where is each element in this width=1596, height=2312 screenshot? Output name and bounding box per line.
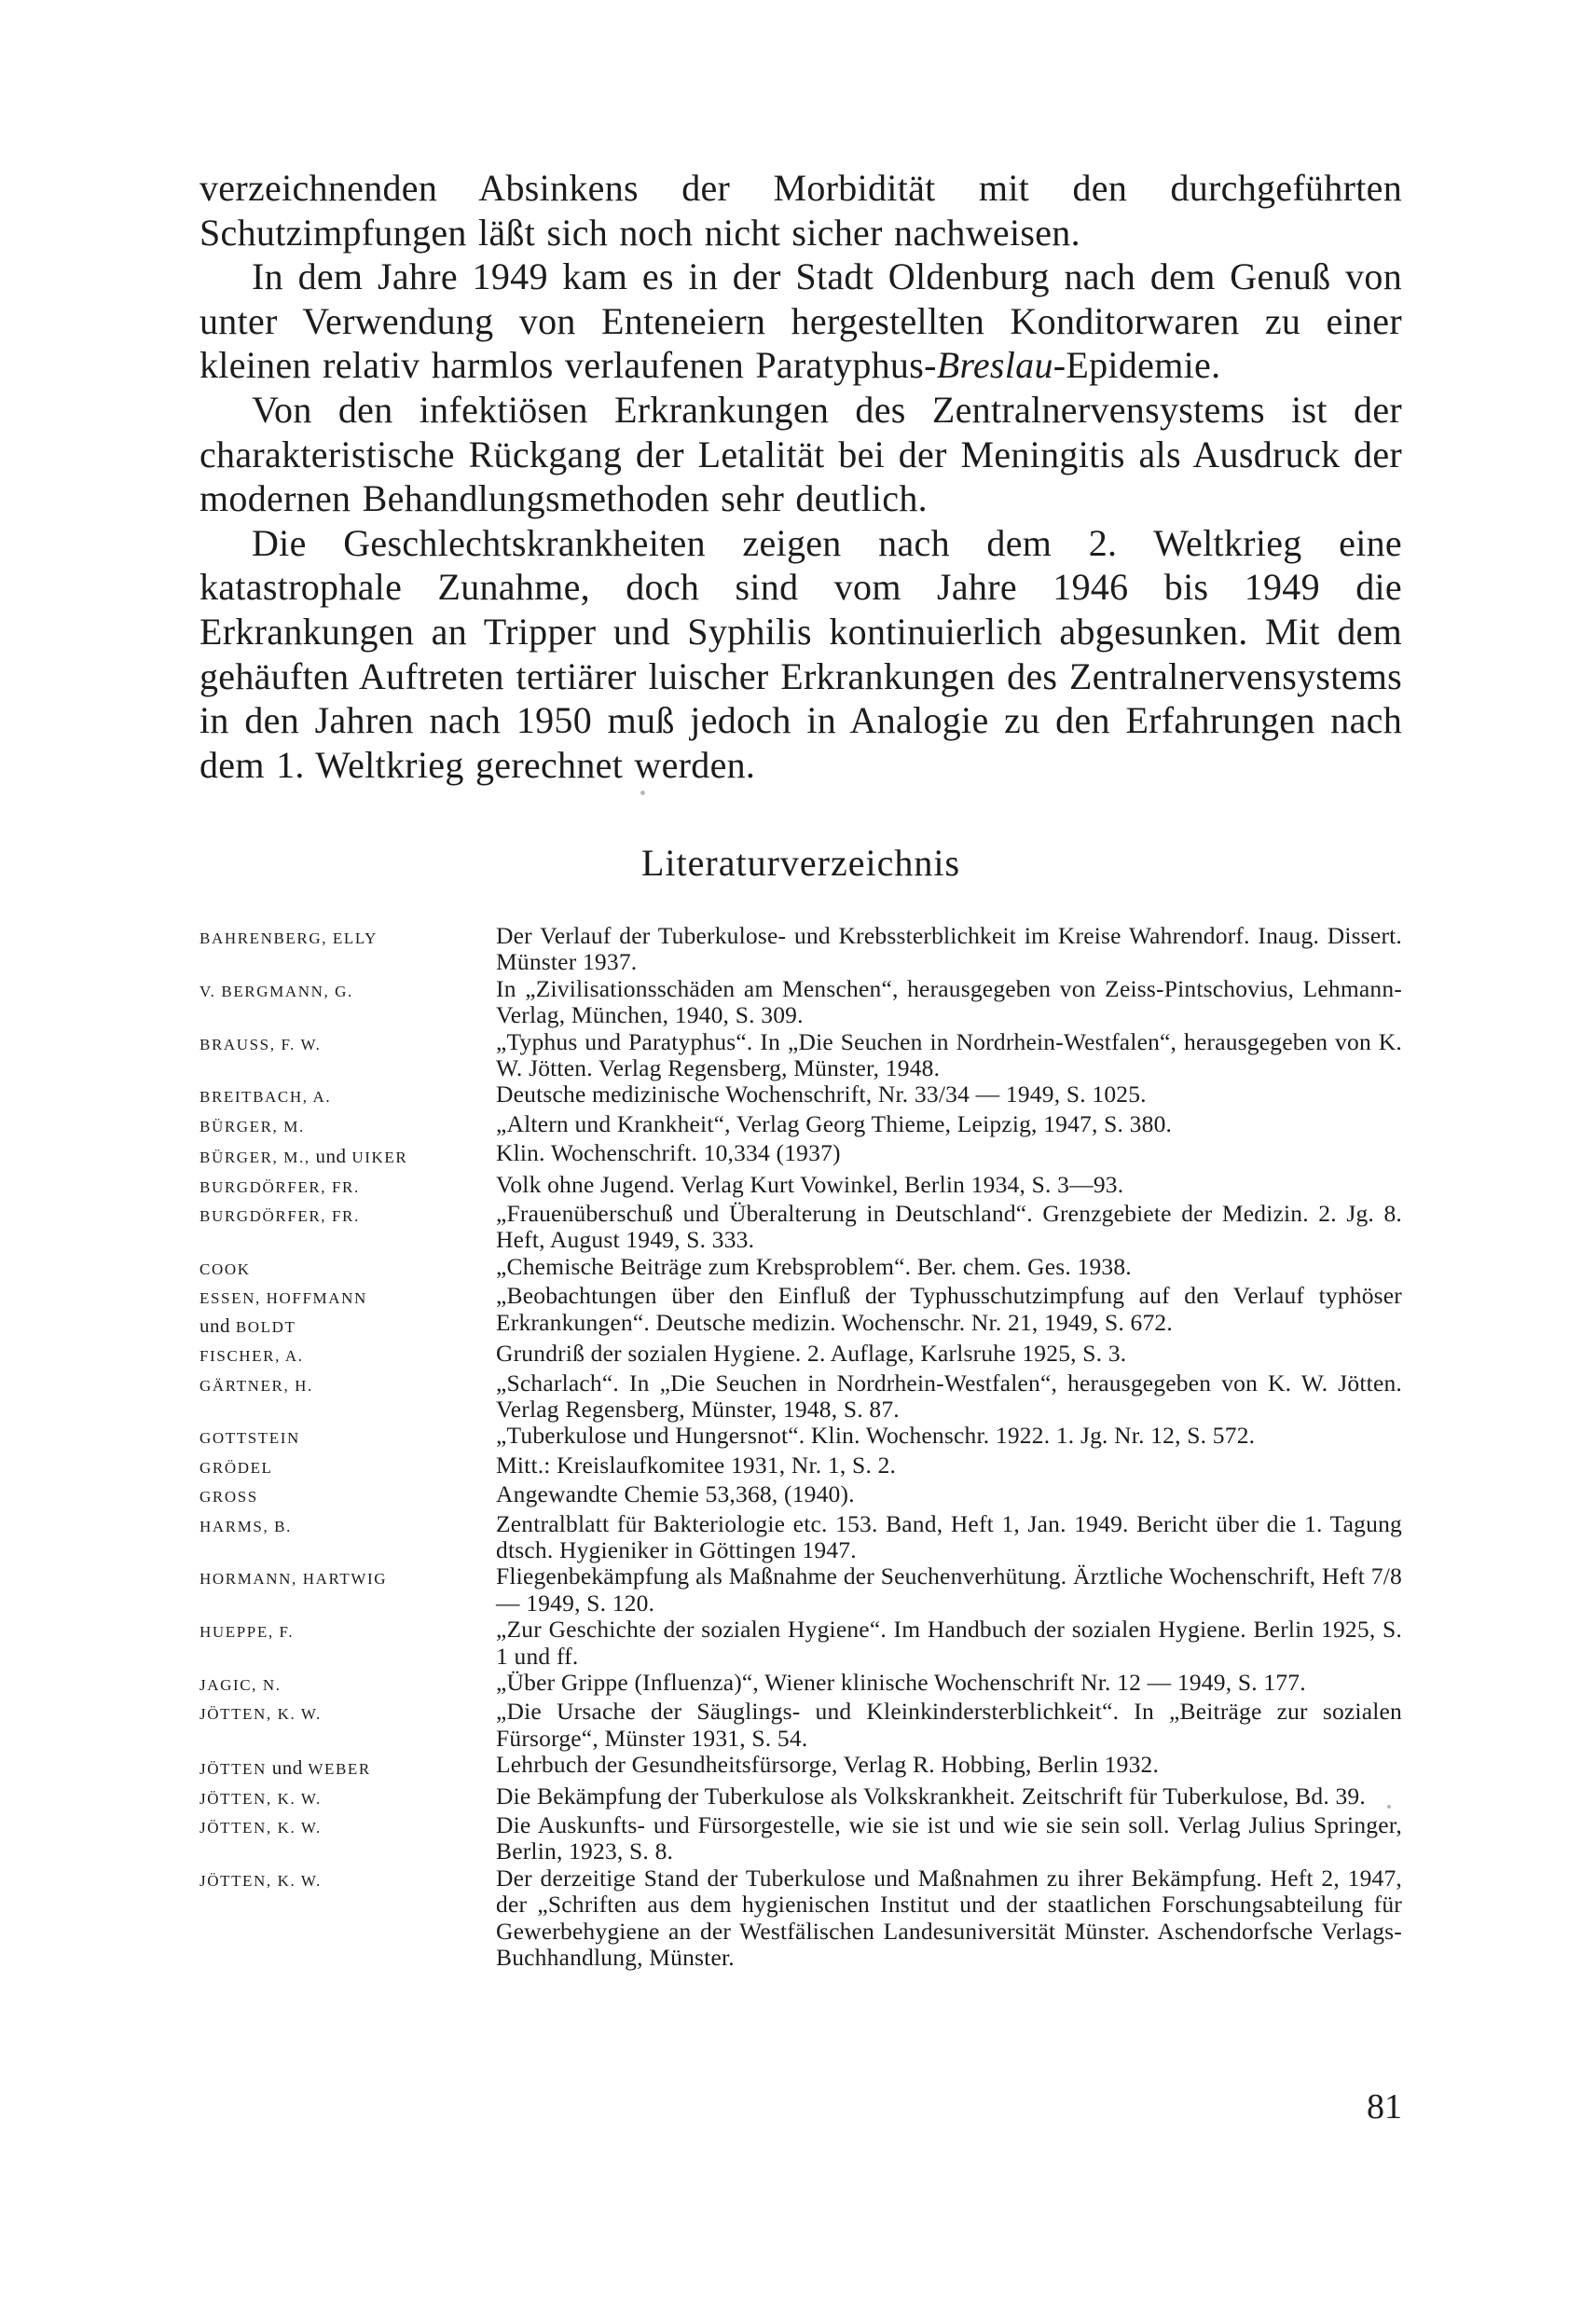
print-speck [640,791,645,795]
entry-text: Volk ohne Jugend. Verlag Kurt Vowinkel, Berlin 1934, S. 3—93. [496,1170,1124,1198]
entry-author: BÜRGER, M. [200,1117,305,1135]
entry-author: JÖTTEN, K. W. [200,1789,322,1808]
entry-author [200,1140,496,1171]
bibliography-entry [200,1783,1402,1812]
entry-author: HUEPPE, F. [200,1623,295,1642]
entry-text: „Über Grippe (Influenza)“, Wiener klinische Wochenschrift Nr. 12 — 1949, S. 177. [496,1668,1306,1696]
bibliography-entry [200,1812,1402,1865]
author-name: ESSEN, HOFFMANN [200,1289,367,1308]
entry-text: „Typhus und Paratyphus“. In „Die Seuchen in Nordrhein-Westfalen“, herausgegeben von K. W. Jötten. Verlag Regensberg, Münster, 1948. [496,1027,1402,1082]
bibliography-entry [200,1511,1402,1564]
bibliography-entry [200,976,1402,1029]
entry-author: BREITBACH, A. [200,1088,332,1107]
bibliography-entry [200,1172,1402,1201]
entry-author: HORMANN, HARTWIG [200,1570,388,1589]
author-name: WEBER [308,1760,371,1779]
bibliography-entry [200,1081,1402,1110]
paragraph-text: In dem Jahre 1949 kam es in der Stadt Oldenburg nach dem Genuß von unter Verwendung von Enteneiern hergestellten Konditorwaren zu einer kleinen relativ harmlos verlaufenen Paratyphus- [200,255,1402,387]
bibliography-entry [200,1865,1402,1972]
entry-author: FISCHER, A. [200,1347,304,1366]
bibliography-entry [200,1111,1402,1140]
entry-author: V. BERGMANN, G. [200,982,353,1000]
entry-text: „Die Ursache der Säuglings- und Kleinkindersterblichkeit“. In „Beiträge zur sozialen Fürsorge“, Münster 1931, S. 54. [496,1698,1402,1752]
author-conjunction: und [200,1314,230,1337]
paragraph: verzeichnenden Absinkens der Morbidität mit den durchgeführten Schutzimpfungen läßt sich noch nicht sicher nachweisen. [200,167,1402,254]
entry-author: GÄRTNER, H. [200,1376,313,1395]
entry-text: Die Bekämpfung der Tuberkulose als Volkskrankheit. Zeitschrift für Tuberkulose, Bd. 39. [496,1782,1366,1810]
paragraph: Von den infektiösen Erkrankungen des Zentralnervensystems ist der charakteristische Rückgang der Letalität bei der Meningitis als Ausdruck der modernen Behandlungsmethoden sehr deutlich. [200,388,1402,520]
entry-text: Zentralblatt für Bakteriologie etc. 153. Band, Heft 1, Jan. 1949. Bericht über die 1. Tagung dtsch. Hygieniker in Göttingen 1947. [496,1509,1402,1563]
entry-author: GOTTSTEIN [200,1429,300,1448]
bibliography-entry [200,1201,1402,1254]
author-name: JÖTTEN [200,1760,267,1779]
entry-text: Mitt.: Kreislaufkomitee 1931, Nr. 1, S. 2. [496,1451,897,1479]
bibliography-entry [200,1140,1402,1171]
entry-text: Klin. Wochenschrift. 10,334 (1937) [496,1139,841,1167]
entry-author: JÖTTEN, K. W. [200,1819,322,1837]
entry-text: Der Verlauf der Tuberkulose- und Krebssterblichkeit im Kreise Wahrendorf. Inaug. Dissert. Münster 1937. [496,922,1402,976]
paragraph-text: -Epidemie. [1053,344,1221,387]
bibliography-entry [200,1670,1402,1699]
bibliography-entry [200,1699,1402,1752]
body-text [200,166,1402,787]
paragraph: Die Geschlechtskrankheiten zeigen nach dem 2. Weltkrieg eine katastrophale Zunahme, doch sind vom Jahre 1946 bis 1949 die Erkrankungen an Tripper und Syphilis kontinuierlich abgesunken. Mit dem gehäuften Auftreten tertiärer luischer Erkrankungen des Zentralnervensystems in den Jahren nach 1950 muß jedoch in Analogie zu den Erfahrungen nach dem 1. Weltkrieg gerechnet werden. [200,521,1402,786]
author-name: BOLDT [235,1317,296,1336]
entry-author: BURGDÖRFER, FR. [200,1207,360,1226]
section-heading: Literaturverzeichnis [640,842,961,884]
paragraph [200,255,1402,388]
entry-text: Deutsche medizinische Wochenschrift, Nr. 33/34 — 1949, S. 1025. [496,1080,1147,1108]
bibliography-entry [200,1029,1402,1082]
entry-text: Grundriß der sozialen Hygiene. 2. Auflage, Karlsruhe 1925, S. 3. [496,1340,1127,1368]
entry-text: Der derzeitige Stand der Tuberkulose und Maßnahmen zu ihrer Bekämpfung. Heft 2, 1947, der „Schriften aus dem hygienischen Institut und der staatlichen Forschungsabteilung für Gewerbehygiene an der Westfälischen Landesuniversität Münster. Aschendorfsche Verlags-Buchhandlung, Münster. [496,1864,1402,1972]
entry-author: COOK [200,1259,251,1278]
bibliography-entry [200,1283,1402,1341]
page-number: 81 [1367,2087,1402,2126]
author-conjunction: und [315,1145,347,1168]
italic-term: Breslau [936,344,1053,387]
entry-author [200,1283,496,1341]
author-name: UIKER [351,1149,408,1167]
entry-text: „Zur Geschichte der sozialen Hygiene“. Im Handbuch der sozialen Hygiene. Berlin 1925, S. 1 und ff. [496,1616,1402,1670]
bibliography-entry [200,1563,1402,1617]
entry-author: BRAUSS, F. W. [200,1035,322,1053]
bibliography-entry [200,1452,1402,1481]
entry-author: JÖTTEN, K. W. [200,1871,322,1890]
bibliography-entry [200,1341,1402,1369]
entry-text: „Beobachtungen über den Einfluß der Typhusschutzimpfung auf den Verlauf typhöser Erkrankungen“. Deutsche medizin. Wochenschr. Nr. 21, 1949, S. 672. [496,1282,1402,1336]
entry-text: Lehrbuch der Gesundheitsfürsorge, Verlag R. Hobbing, Berlin 1932. [496,1751,1160,1779]
entry-text: Fliegenbekämpfung als Maßnahme der Seuchenverhütung. Ärztliche Wochenschrift, Heft 7/8 — 1949, S. 120. [496,1562,1402,1617]
entry-text: In „Zivilisationsschäden am Menschen“, herausgegeben von Zeiss-Pintschovius, Lehmann-Verlag, München, 1940, S. 309. [496,974,1402,1029]
entry-text: „Tuberkulose und Hungersnot“. Klin. Wochenschr. 1922. 1. Jg. Nr. 12, S. 572. [496,1422,1256,1450]
entry-text: „Altern und Krankheit“, Verlag Georg Thieme, Leipzig, 1947, S. 380. [496,1109,1173,1137]
bibliography-entry [200,1752,1402,1782]
entry-text: „Frauenüberschuß und Überalterung in Deutschland“. Grenzgebiete der Medizin. 2. Jg. 8. Heft, August 1949, S. 333. [496,1200,1402,1254]
entry-author: JÖTTEN, K. W. [200,1705,322,1724]
author-conjunction: und [271,1756,303,1780]
bibliography-entry [200,1423,1402,1452]
entry-text: Die Auskunfts- und Fürsorgestelle, wie sie ist und wie sie sein soll. Verlag Julius Springer, Berlin, 1923, S. 8. [496,1811,1402,1865]
entry-author: GRÖDEL [200,1458,273,1477]
entry-author: JAGIC, N. [200,1675,282,1694]
bibliography [200,923,1402,1971]
bibliography-entry [200,1370,1402,1424]
author-name: BÜRGER, M., [200,1149,310,1167]
entry-author: HARMS, B. [200,1517,292,1535]
bibliography-entry [200,923,1402,976]
bibliography-entry [200,1617,1402,1670]
entry-author [200,1752,496,1782]
bibliography-entry [200,1481,1402,1510]
entry-text: „Chemische Beiträge zum Krebsproblem“. Ber. chem. Ges. 1938. [496,1252,1132,1280]
entry-author: BURGDÖRFER, FR. [200,1177,360,1196]
entry-author: GROSS [200,1488,258,1507]
entry-author: BAHRENBERG, ELLY [200,929,378,947]
entry-text: „Scharlach“. In „Die Seuchen in Nordrhein-Westfalen“, herausgegeben von K. W. Jötten. Verlag Regensberg, Münster, 1948, S. 87. [496,1369,1402,1423]
bibliography-entry [200,1254,1402,1283]
entry-text: Angewandte Chemie 53,368, (1940). [496,1480,855,1508]
